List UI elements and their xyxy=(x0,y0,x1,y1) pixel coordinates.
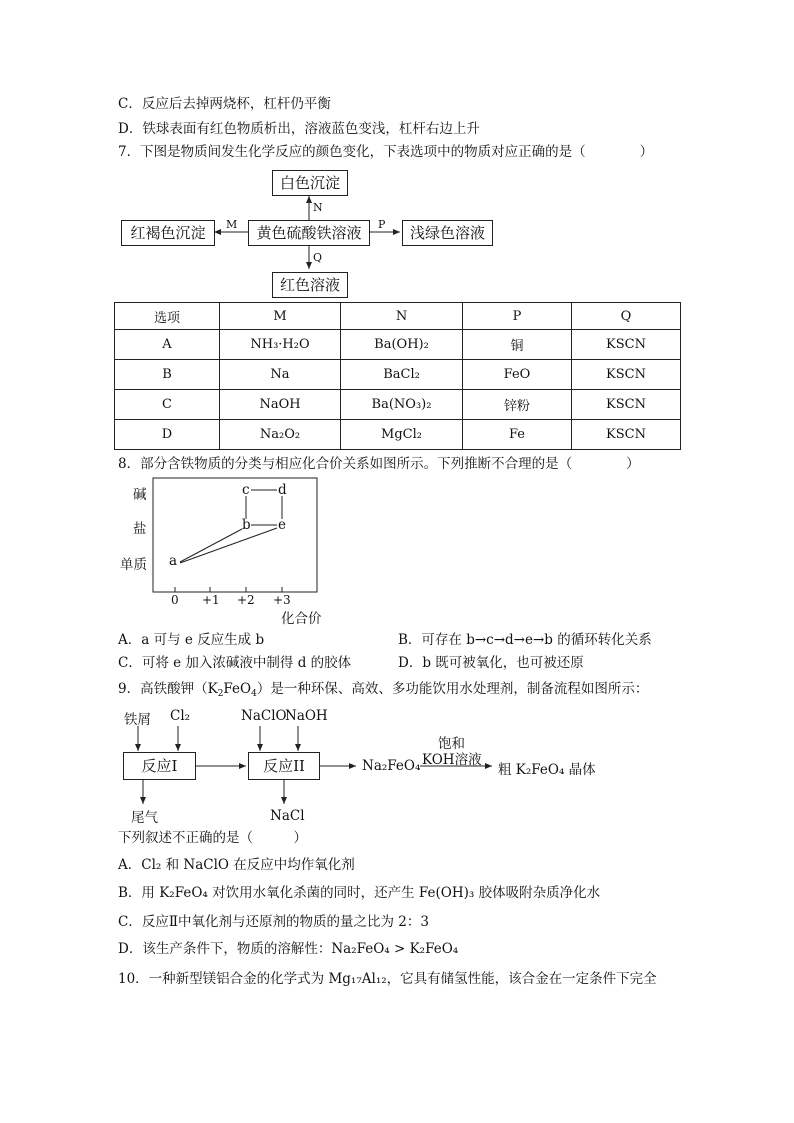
q9-option-d: D．该生产条件下，物质的溶解性：Na₂FeO₄ > K₂FeO₄ xyxy=(118,941,459,957)
flow-condition-saturated: 饱和 xyxy=(438,736,465,752)
x-tick-1: +1 xyxy=(202,593,220,607)
q9-question: 下列叙述不正确的是（ ） xyxy=(118,830,307,846)
x-axis-label: 化合价 xyxy=(281,611,322,627)
flow-box-reaction-1: 反应I xyxy=(123,752,196,780)
q9-option-c: C．反应Ⅱ中氧化剂与还原剂的物质的量之比为 2：3 xyxy=(118,914,429,930)
q9-stem-post: ）是一种环保、高效、多功能饮用水处理剂，制备流程如图所示： xyxy=(256,681,649,697)
q9-option-b: B．用 K₂FeO₄ 对饮用水氧化杀菌的同时，还产生 Fe(OH)₃ 胶体吸附杂质净化水 xyxy=(118,885,601,901)
table-cell: 锌粉 xyxy=(463,390,572,420)
top-box-white-precipitate: 白色沉淀 xyxy=(272,170,348,196)
flow-output-tail-gas: 尾气 xyxy=(131,810,158,826)
x-tick-2: +2 xyxy=(237,593,255,607)
table-cell: Fe xyxy=(463,420,572,450)
table-cell: Ba(OH)₂ xyxy=(341,330,463,360)
flow-input-iron-filings: 铁屑 xyxy=(124,712,151,728)
flow-condition-koh: KOH溶液 xyxy=(422,752,482,768)
y-label-element: 单质 xyxy=(120,557,147,573)
table-cell: KSCN xyxy=(572,420,681,450)
table-cell: C xyxy=(115,390,220,420)
q9-stem-sub2: 4 xyxy=(251,689,257,699)
point-d: d xyxy=(278,482,287,498)
table-cell: NaOH xyxy=(220,390,341,420)
label-q: Q xyxy=(313,251,323,264)
table-cell: Na xyxy=(220,360,341,390)
table-cell: FeO xyxy=(463,360,572,390)
table-header-cell: Q xyxy=(572,303,681,330)
q7-stem: 7．下图是物质间发生化学反应的颜色变化，下表选项中的物质对应正确的是（ ） xyxy=(118,144,654,160)
q6-option-d: D．铁球表面有红色物质析出，溶液蓝色变浅，杠杆右边上升 xyxy=(118,121,480,137)
point-c: c xyxy=(242,482,250,498)
flow-input-naclo: NaClO xyxy=(241,708,287,724)
q8-option-c: C．可将 e 加入浓碱液中制得 d 的胶体 xyxy=(118,655,352,671)
table-cell: Ba(NO₃)₂ xyxy=(341,390,463,420)
q6-option-c: C．反应后去掉两烧杯，杠杆仍平衡 xyxy=(118,96,331,112)
q9-stem-mid: FeO xyxy=(223,681,252,697)
right-box-light-green-solution: 浅绿色溶液 xyxy=(402,220,493,246)
flow-input-naoh: NaOH xyxy=(285,708,328,724)
table-cell: KSCN xyxy=(572,360,681,390)
center-box-ferric-sulfate: 黄色硫酸铁溶液 xyxy=(248,220,370,246)
q9-option-a: A．Cl₂ 和 NaClO 在反应中均作氧化剂 xyxy=(118,857,355,873)
x-tick-0: 0 xyxy=(171,593,179,607)
table-cell: D xyxy=(115,420,220,450)
table-cell: MgCl₂ xyxy=(341,420,463,450)
flow-intermediate-na2feo4: Na₂FeO₄ xyxy=(362,758,421,774)
x-tick-3: +3 xyxy=(273,593,291,607)
flow-output-nacl: NaCl xyxy=(270,808,305,824)
table-header-cell: P xyxy=(463,303,572,330)
point-b: b xyxy=(242,517,251,533)
table-cell: Na₂O₂ xyxy=(220,420,341,450)
y-label-salt: 盐 xyxy=(133,521,147,537)
table-cell: 铜 xyxy=(463,330,572,360)
flow-input-chlorine: Cl₂ xyxy=(170,708,191,724)
q8-option-b: B．可存在 b→c→d→e→b 的循环转化关系 xyxy=(398,632,652,648)
table-header-cell: M xyxy=(220,303,341,330)
point-e: e xyxy=(278,517,286,533)
table-header-cell: N xyxy=(341,303,463,330)
label-n: N xyxy=(313,201,323,214)
flow-box-reaction-2: 反应II xyxy=(248,752,320,780)
table-cell: B xyxy=(115,360,220,390)
point-a: a xyxy=(169,553,178,569)
label-p: P xyxy=(378,218,386,231)
q8-stem: 8．部分含铁物质的分类与相应化合价关系如图所示。下列推断不合理的是（ ） xyxy=(118,456,640,472)
bottom-box-red-solution: 红色溶液 xyxy=(272,272,348,298)
q9-stem-sub1: 2 xyxy=(217,689,224,699)
label-m: M xyxy=(226,218,238,231)
q8-option-d: D．b 既可被氧化，也可被还原 xyxy=(398,655,584,671)
table-cell: NH₃·H₂O xyxy=(220,330,341,360)
flow-final-product: 粗 K₂FeO₄ 晶体 xyxy=(498,762,596,778)
table-cell: KSCN xyxy=(572,330,681,360)
q9-stem-pre: 9．高铁酸钾（K xyxy=(118,681,218,697)
q10-stem: 10．一种新型镁铝合金的化学式为 Mg₁₇Al₁₂，它具有储氢性能，该合金在一定条件下完全 xyxy=(118,971,657,987)
y-label-base: 碱 xyxy=(133,487,147,503)
table-header-cell: 选项 xyxy=(115,303,220,330)
table-cell: A xyxy=(115,330,220,360)
left-box-red-brown-precipitate: 红褐色沉淀 xyxy=(121,220,215,246)
q8-option-a: A．a 可与 e 反应生成 b xyxy=(118,632,265,648)
table-cell: BaCl₂ xyxy=(341,360,463,390)
table-cell: KSCN xyxy=(572,390,681,420)
